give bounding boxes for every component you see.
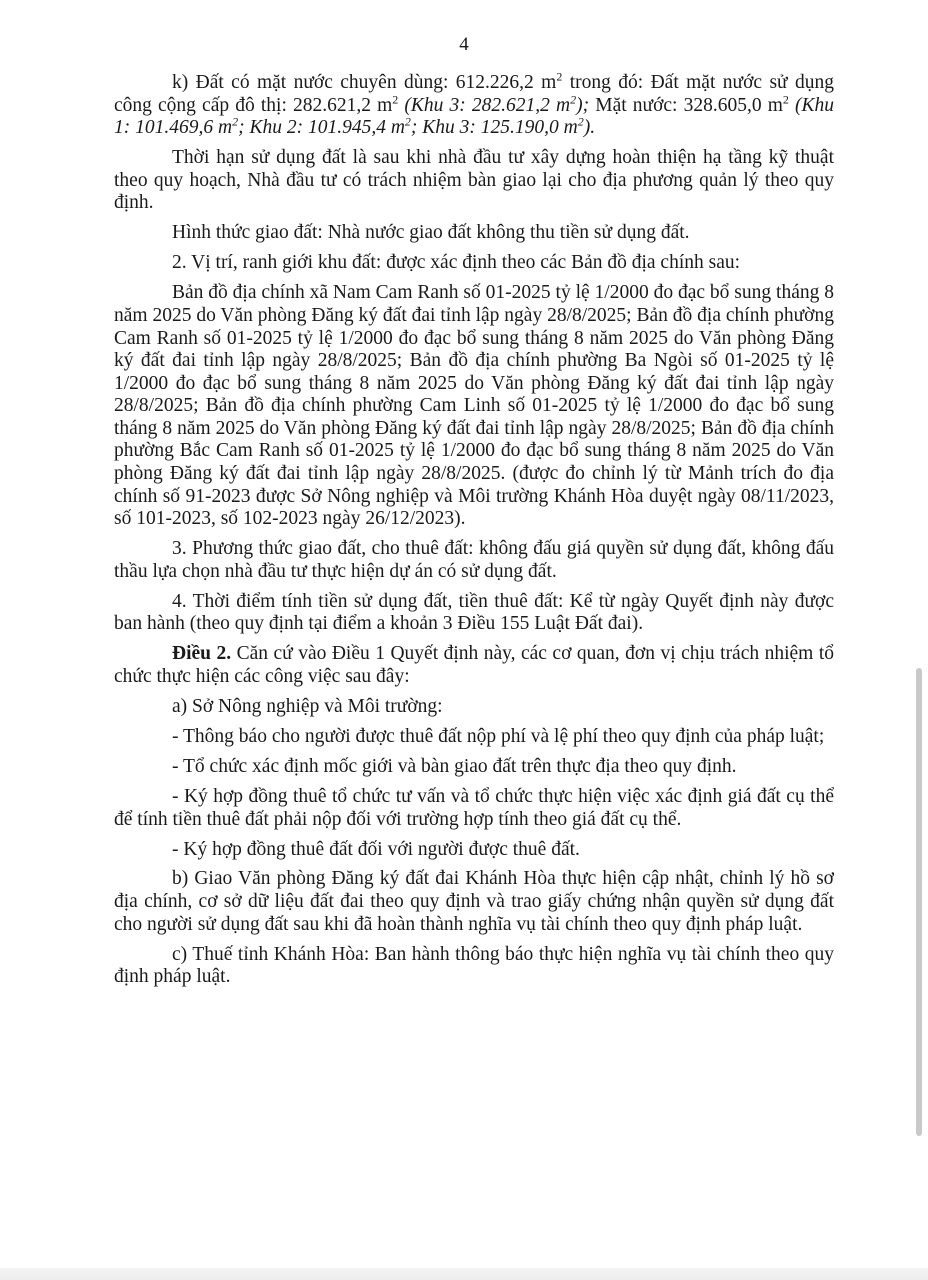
bullet-2: - Tổ chức xác định mốc giới và bàn giao đất trên thực địa theo quy định.	[172, 755, 737, 777]
item-c: c) Thuế tỉnh Khánh Hòa: Ban hành thông báo thực hiện nghĩa vụ tài chính theo quy định pháp luật.	[114, 943, 834, 988]
article-2-label: Điều 2.	[172, 643, 232, 665]
item-b: b) Giao Văn phòng Đăng ký đất đai Khánh Hòa thực hiện cập nhật, chỉnh lý hồ sơ địa chính, cơ sở dữ liệu đất đai theo quy định và trao giấy chứng nhận quyền sử dụng đất cho người sử dụng đất sau khi đã hoàn thành nghĩa vụ tài chính theo quy định pháp luật.	[114, 868, 834, 935]
bottom-edge	[0, 1268, 928, 1280]
section-4: 4. Thời điểm tính tiền sử dụng đất, tiền thuê đất: Kể từ ngày Quyết định này được ban hành (theo quy định tại điểm a khoản 3 Điều 155 Luật Đất đai).	[114, 590, 834, 635]
section-3: 3. Phương thức giao đất, cho thuê đất: không đấu giá quyền sử dụng đất, không đấu thầu lựa chọn nhà đầu tư thực hiện dự án có sử dụng đất.	[114, 538, 834, 582]
document-body	[114, 69, 835, 996]
item-a: a) Sở Nông nghiệp và Môi trường:	[172, 695, 443, 717]
bullet-4: - Ký hợp đồng thuê đất đối với người được thuê đất.	[172, 838, 580, 860]
paragraph-item-k: k) Đất có mặt nước chuyên dùng: 612.226,2 $m^2$ trong đó: Đất mặt nước sử dụng công cộng cấp đô thị: 282.621,2 $m^2$ (Khu 3: 282.621,2 $m^2$); Mặt nước: 328.605,0 $m^2$ (Khu 1: 101.469,6 $m^2$; Khu 2: 101.945,4 $m^2$; Khu 3: 125.190,0 $m^2$).	[114, 69, 835, 139]
page-number: 4	[459, 34, 469, 55]
paragraph-land-term: Thời hạn sử dụng đất là sau khi nhà đầu tư xây dựng hoàn thiện hạ tầng kỹ thuật theo quy hoạch, Nhà đầu tư có trách nhiệm bàn giao lại cho địa phương quản lý theo quy định.	[114, 147, 834, 214]
paragraph-land-form: Hình thức giao đất: Nhà nước giao đất không thu tiền sử dụng đất.	[172, 222, 690, 244]
section-2-body: Bản đồ địa chính xã Nam Cam Ranh số 01-2025 tỷ lệ 1/2000 đo đạc bổ sung tháng 8 năm 2025 do Văn phòng Đăng ký đất đai tỉnh lập ngày 28/8/2025; Bản đồ địa chính phường Cam Ranh số 01-2025 tỷ lệ 1/2000 đo đạc bổ sung tháng 8 năm 2025 do Văn phòng Đăng ký đất đai tỉnh lập ngày 28/8/2025; Bản đồ địa chính phường Ba Ngòi số 01-2025 tỷ lệ 1/2000 đo đạc bổ sung tháng 8 năm 2025 do Văn phòng Đăng ký đất đai tỉnh lập ngày 28/8/2025; Bản đồ địa chính phường Cam Linh số 01-2025 tỷ lệ 1/2000 đo đạc bổ sung tháng 8 năm 2025 do Văn phòng Đăng ký đất đai tỉnh lập ngày 28/8/2025; Bản đồ địa chính phường Bắc Cam Ranh số 01-2025 tỷ lệ 1/2000 đo đạc bổ sung tháng 8 năm 2025 do Văn phòng Đăng ký đất đai tỉnh lập ngày 28/8/2025. (được đo chỉnh lý từ Mảnh trích đo địa chính số 91-2023 được Sở Nông nghiệp và Môi trường Khánh Hòa duyệt ngày 08/11/2023, số 101-2023, số 102-2023 ngày 26/12/2023).	[114, 282, 834, 530]
article-2: Điều 2. Căn cứ vào Điều 1 Quyết định này, các cơ quan, đơn vị chịu trách nhiệm tổ chức thực hiện các công việc sau đây:	[114, 643, 834, 687]
scrollbar[interactable]	[916, 668, 922, 1136]
section-2-title: 2. Vị trí, ranh giới khu đất: được xác định theo các Bản đồ địa chính sau:	[172, 252, 741, 274]
bullet-1: - Thông báo cho người được thuê đất nộp phí và lệ phí theo quy định của pháp luật;	[172, 725, 825, 747]
bullet-3: - Ký hợp đồng thuê tổ chức tư vấn và tổ chức thực hiện việc xác định giá đất cụ thể để tính tiền thuê đất phải nộp đối với trường hợp tính theo giá đất cụ thể.	[114, 785, 834, 830]
